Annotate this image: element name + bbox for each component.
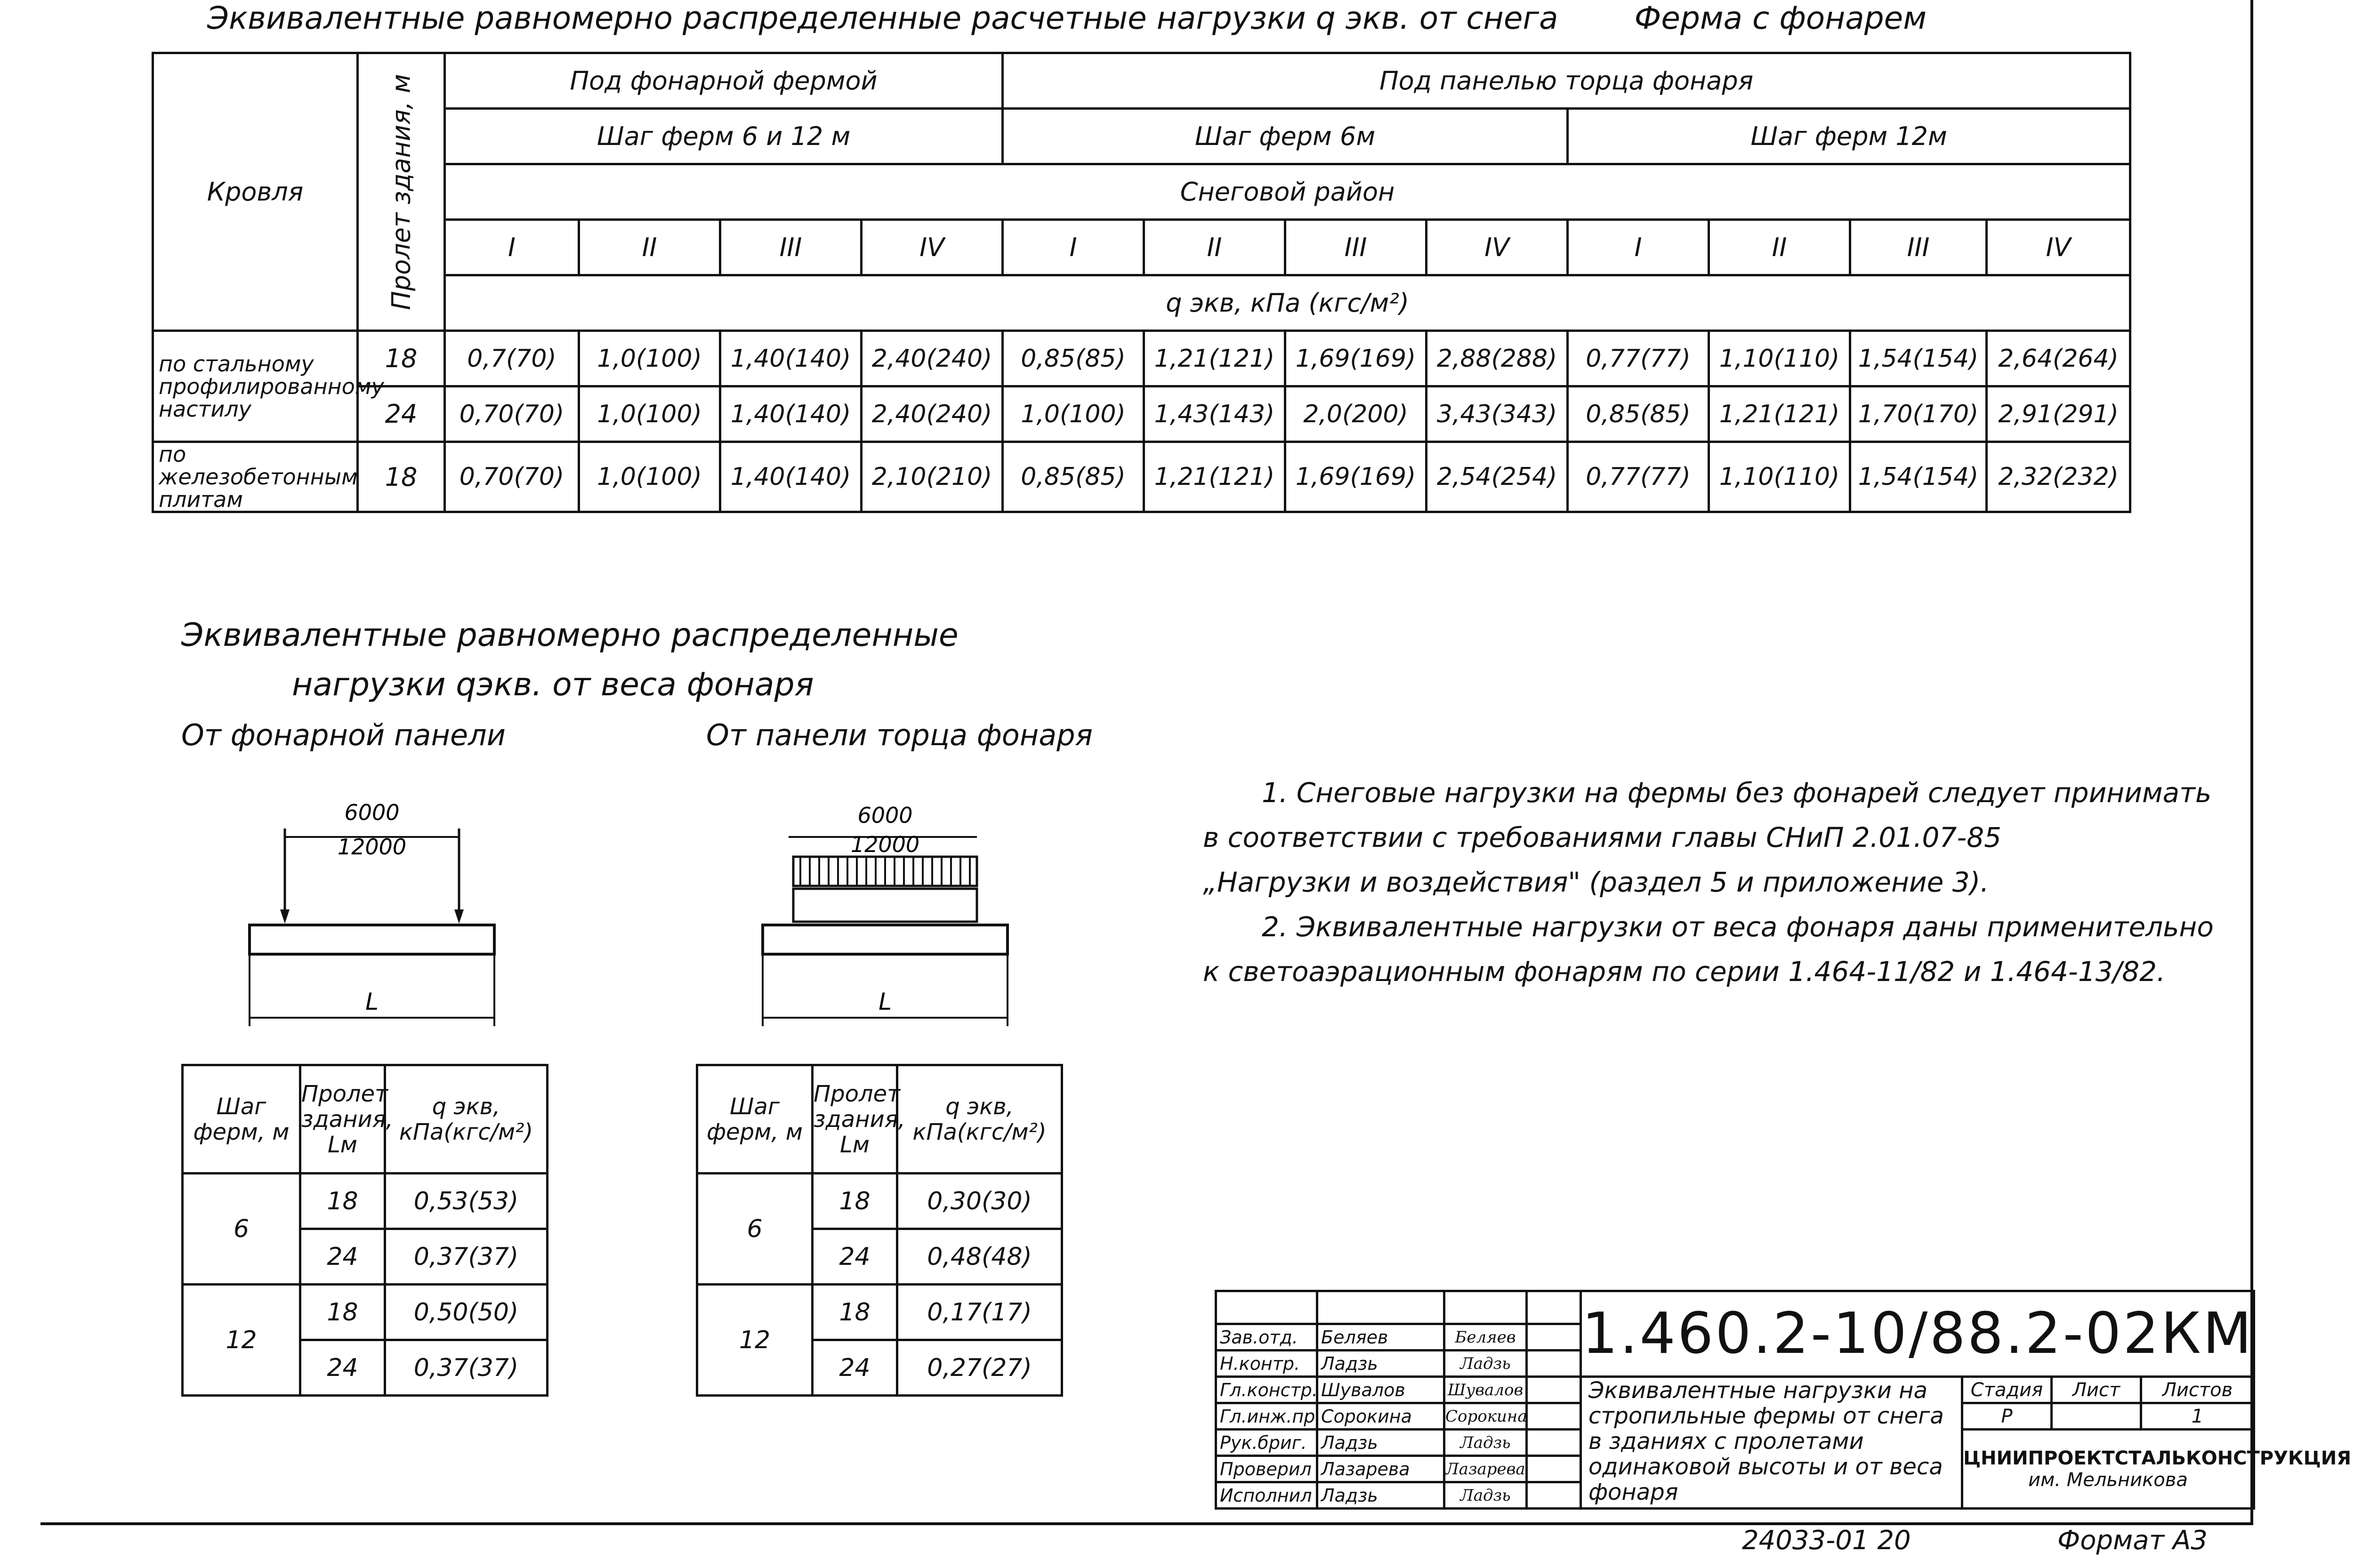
name-cell: Ладзь — [1317, 1351, 1444, 1377]
value-cell: 1,40(140) — [720, 442, 862, 512]
value-cell: 1,0(100) — [1003, 386, 1144, 442]
region-cell: III — [1285, 220, 1427, 275]
span-cell: 24 — [300, 1340, 385, 1396]
header-step-12: Шаг ферм 12м — [1568, 109, 2130, 164]
value-cell: 1,10(110) — [1709, 442, 1850, 512]
value-cell: 1,69(169) — [1285, 442, 1427, 512]
value-cell: 0,7(70) — [445, 331, 579, 386]
value-cell: 0,85(85) — [1568, 386, 1709, 442]
region-cell: IV — [1987, 220, 2130, 275]
signature: Ладзь — [1444, 1351, 1527, 1377]
header-under-end-panel: Под панелью торца фонаря — [1003, 53, 2130, 109]
truss-bar — [250, 925, 494, 954]
value-cell: 1,10(110) — [1709, 331, 1850, 386]
value-cell: 1,40(140) — [720, 386, 862, 442]
date-cell — [1527, 1456, 1581, 1482]
roof-rc-slabs: по железобетонным плитам — [153, 442, 358, 512]
value-cell: 1,0(100) — [579, 442, 720, 512]
signature: Шувалов — [1444, 1377, 1527, 1403]
title-block — [1215, 1290, 2352, 1510]
role-cell: Проверил — [1216, 1456, 1317, 1482]
note-1-line-1: 1. Снеговые нагрузки на фермы без фонарей следует принимать — [1262, 777, 2212, 809]
date-cell — [1527, 1324, 1581, 1351]
header-stage: Стадия — [1962, 1377, 2052, 1403]
span-cell: 24 — [300, 1229, 385, 1285]
arrowhead-right — [454, 909, 464, 924]
span-cell: 18 — [813, 1174, 897, 1229]
header-step: Шаг ферм, м — [697, 1065, 813, 1174]
step-cell: 6 — [697, 1174, 813, 1285]
value-cell: 2,32(232) — [1987, 442, 2130, 512]
step-cell: 12 — [697, 1285, 813, 1396]
dim-6000: 6000 — [344, 800, 400, 825]
span-cell: 18 — [300, 1285, 385, 1340]
value-cell: 1,0(100) — [579, 331, 720, 386]
date-cell — [1527, 1377, 1581, 1403]
value-cell: 2,40(240) — [862, 331, 1003, 386]
role-cell: Гл.констр. — [1216, 1377, 1317, 1403]
region-cell: IV — [1427, 220, 1568, 275]
role-cell: Гл.инж.пр. — [1216, 1403, 1317, 1430]
note-2-line-2: к светоаэрационным фонарям по серии 1.464-11/82 и 1.464-13/82. — [1203, 956, 2166, 988]
snow-load-table — [152, 52, 2131, 513]
value-cell: 0,85(85) — [1003, 331, 1144, 386]
value-cell: 1,21(121) — [1144, 331, 1285, 386]
name-cell: Беляев — [1317, 1324, 1444, 1351]
region-cell: I — [1003, 220, 1144, 275]
dim-6000: 6000 — [857, 803, 913, 828]
value-cell: 2,91(291) — [1987, 386, 2130, 442]
date-cell — [1527, 1430, 1581, 1456]
region-cell: IV — [862, 220, 1003, 275]
note-1-line-2: в соответствии с требованиями главы СНиП 2.01.07-85 — [1203, 821, 2002, 853]
role-cell: Зав.отд. — [1216, 1324, 1317, 1351]
value-cell: 2,54(254) — [1427, 442, 1568, 512]
inventory-number: 24033-01 20 — [1742, 1525, 1911, 1556]
organization-name: ЦНИИПРОЕКТСТАЛЬКОНСТРУКЦИЯ — [1963, 1447, 2352, 1469]
value-cell: 1,21(121) — [1709, 386, 1850, 442]
span-cell: 18 — [358, 442, 445, 512]
date-cell — [1527, 1351, 1581, 1377]
value-cell: 1,54(154) — [1850, 331, 1987, 386]
truss-bar — [763, 925, 1008, 954]
span-cell: 24 — [358, 386, 445, 442]
header-q: q экв, кПа(кгс/м²) — [385, 1065, 548, 1174]
q-cell: 0,53(53) — [385, 1174, 548, 1229]
span-cell: 18 — [300, 1174, 385, 1229]
name-cell: Сорокина — [1317, 1403, 1444, 1430]
q-cell: 0,30(30) — [897, 1174, 1062, 1229]
sheet-value — [2052, 1403, 2141, 1430]
header-roof: Кровля — [153, 53, 358, 331]
stage-value: Р — [1962, 1403, 2052, 1430]
note-1-line-3: „Нагрузки и воздействия" (раздел 5 и приложение 3). — [1203, 866, 1989, 898]
value-cell: 0,77(77) — [1568, 331, 1709, 386]
organization-subtitle: им. Мельникова — [2028, 1469, 2188, 1491]
header-step-6-12: Шаг ферм 6 и 12 м — [445, 109, 1003, 164]
span-cell: 24 — [813, 1340, 897, 1396]
role-cell: Рук.бриг. — [1216, 1430, 1317, 1456]
title-block-cell — [1444, 1291, 1527, 1324]
title-block-cell — [1216, 1291, 1317, 1324]
name-cell: Ладзь — [1317, 1430, 1444, 1456]
value-cell: 1,21(121) — [1144, 442, 1285, 512]
header-under-lantern-truss: Под фонарной фермой — [445, 53, 1003, 109]
signature: Лазарева — [1444, 1456, 1527, 1482]
header-snow-region: Снеговой район — [445, 164, 2130, 220]
region-cell: II — [1144, 220, 1285, 275]
sheet-description: Эквивалентные нагрузки на стропильные фермы от снега в зданиях с пролетами одинаковой высоты и от веса фонаря — [1581, 1377, 1962, 1509]
lantern-heading-line1: Эквивалентные равномерно распределенные — [181, 617, 959, 654]
value-cell: 1,70(170) — [1850, 386, 1987, 442]
name-cell: Шувалов — [1317, 1377, 1444, 1403]
lantern-panel-diagram — [235, 800, 518, 1026]
dim-l: L — [879, 988, 892, 1015]
role-cell: Исполнил — [1216, 1482, 1317, 1509]
end-panel-diagram — [749, 800, 1031, 1026]
dim-l: L — [365, 988, 379, 1015]
signature: Ладзь — [1444, 1430, 1527, 1456]
value-cell: 2,10(210) — [862, 442, 1003, 512]
step-cell: 6 — [183, 1174, 300, 1285]
q-cell: 0,37(37) — [385, 1340, 548, 1396]
region-cell: III — [1850, 220, 1987, 275]
dim-12000: 12000 — [337, 834, 407, 860]
snow-heading: Эквивалентные равномерно распределенные расчетные нагрузки q экв. от снега Ферма с фонарем — [207, 0, 1927, 36]
left-diagram-title: От фонарной панели — [181, 718, 506, 752]
lantern-base — [793, 889, 977, 922]
end-panel-table — [696, 1064, 1063, 1397]
span-cell: 18 — [358, 331, 445, 386]
q-cell: 0,48(48) — [897, 1229, 1062, 1285]
value-cell: 2,40(240) — [862, 386, 1003, 442]
right-diagram-title: От панели торца фонаря — [706, 718, 1093, 752]
drawing-code: 1.460.2-10/88.2-02КМ — [1581, 1291, 2254, 1377]
q-cell: 0,17(17) — [897, 1285, 1062, 1340]
q-cell: 0,50(50) — [385, 1285, 548, 1340]
header-span: Пролет здания, м — [358, 53, 445, 331]
region-cell: II — [579, 220, 720, 275]
region-cell: I — [1568, 220, 1709, 275]
title-block-cell — [1527, 1291, 1581, 1324]
region-cell: III — [720, 220, 862, 275]
note-2-line-1: 2. Эквивалентные нагрузки от веса фонаря даны применительно — [1262, 911, 2214, 943]
value-cell: 2,0(200) — [1285, 386, 1427, 442]
value-cell: 1,69(169) — [1285, 331, 1427, 386]
organization — [1962, 1430, 2352, 1509]
role-cell: Н.контр. — [1216, 1351, 1317, 1377]
value-cell: 1,40(140) — [720, 331, 862, 386]
value-cell: 1,54(154) — [1850, 442, 1987, 512]
signature: Ладзь — [1444, 1482, 1527, 1509]
name-cell: Ладзь — [1317, 1482, 1444, 1509]
date-cell — [1527, 1482, 1581, 1509]
value-cell: 0,70(70) — [445, 442, 579, 512]
q-cell: 0,27(27) — [897, 1340, 1062, 1396]
region-cell: I — [445, 220, 579, 275]
name-cell: Лазарева — [1317, 1456, 1444, 1482]
signature: Беляев — [1444, 1324, 1527, 1351]
header-unit: q экв, кПа (кгс/м²) — [445, 275, 2130, 331]
span-cell: 18 — [813, 1285, 897, 1340]
header-q: q экв, кПа(кгс/м²) — [897, 1065, 1062, 1174]
value-cell: 0,70(70) — [445, 386, 579, 442]
header-step: Шаг ферм, м — [183, 1065, 300, 1174]
signature: Сорокина — [1444, 1403, 1527, 1430]
value-cell: 1,0(100) — [579, 386, 720, 442]
frame-bottom-border — [40, 1522, 2253, 1525]
header-step-6: Шаг ферм 6м — [1003, 109, 1568, 164]
value-cell: 2,64(264) — [1987, 331, 2130, 386]
lantern-heading-line2: нагрузки qэкв. от веса фонаря — [292, 666, 814, 703]
span-cell: 24 — [813, 1229, 897, 1285]
value-cell: 0,85(85) — [1003, 442, 1144, 512]
dim-12000: 12000 — [850, 832, 920, 857]
value-cell: 1,43(143) — [1144, 386, 1285, 442]
header-sheets: Листов — [2141, 1377, 2254, 1403]
step-cell: 12 — [183, 1285, 300, 1396]
date-cell — [1527, 1403, 1581, 1430]
load-hatch — [800, 857, 970, 886]
title-block-cell — [1317, 1291, 1444, 1324]
header-span: Пролет здания, Lм — [300, 1065, 385, 1174]
roof-steel-decking: по стальному профилированному настилу — [153, 331, 358, 442]
header-sheet: Лист — [2052, 1377, 2141, 1403]
value-cell: 3,43(343) — [1427, 386, 1568, 442]
lantern-panel-table — [181, 1064, 548, 1397]
sheet-format: Формат А3 — [2057, 1525, 2208, 1556]
sheets-value: 1 — [2141, 1403, 2254, 1430]
q-cell: 0,37(37) — [385, 1229, 548, 1285]
value-cell: 2,88(288) — [1427, 331, 1568, 386]
value-cell: 0,77(77) — [1568, 442, 1709, 512]
header-span: Пролет здания, Lм — [813, 1065, 897, 1174]
arrowhead-left — [280, 909, 290, 924]
region-cell: II — [1709, 220, 1850, 275]
